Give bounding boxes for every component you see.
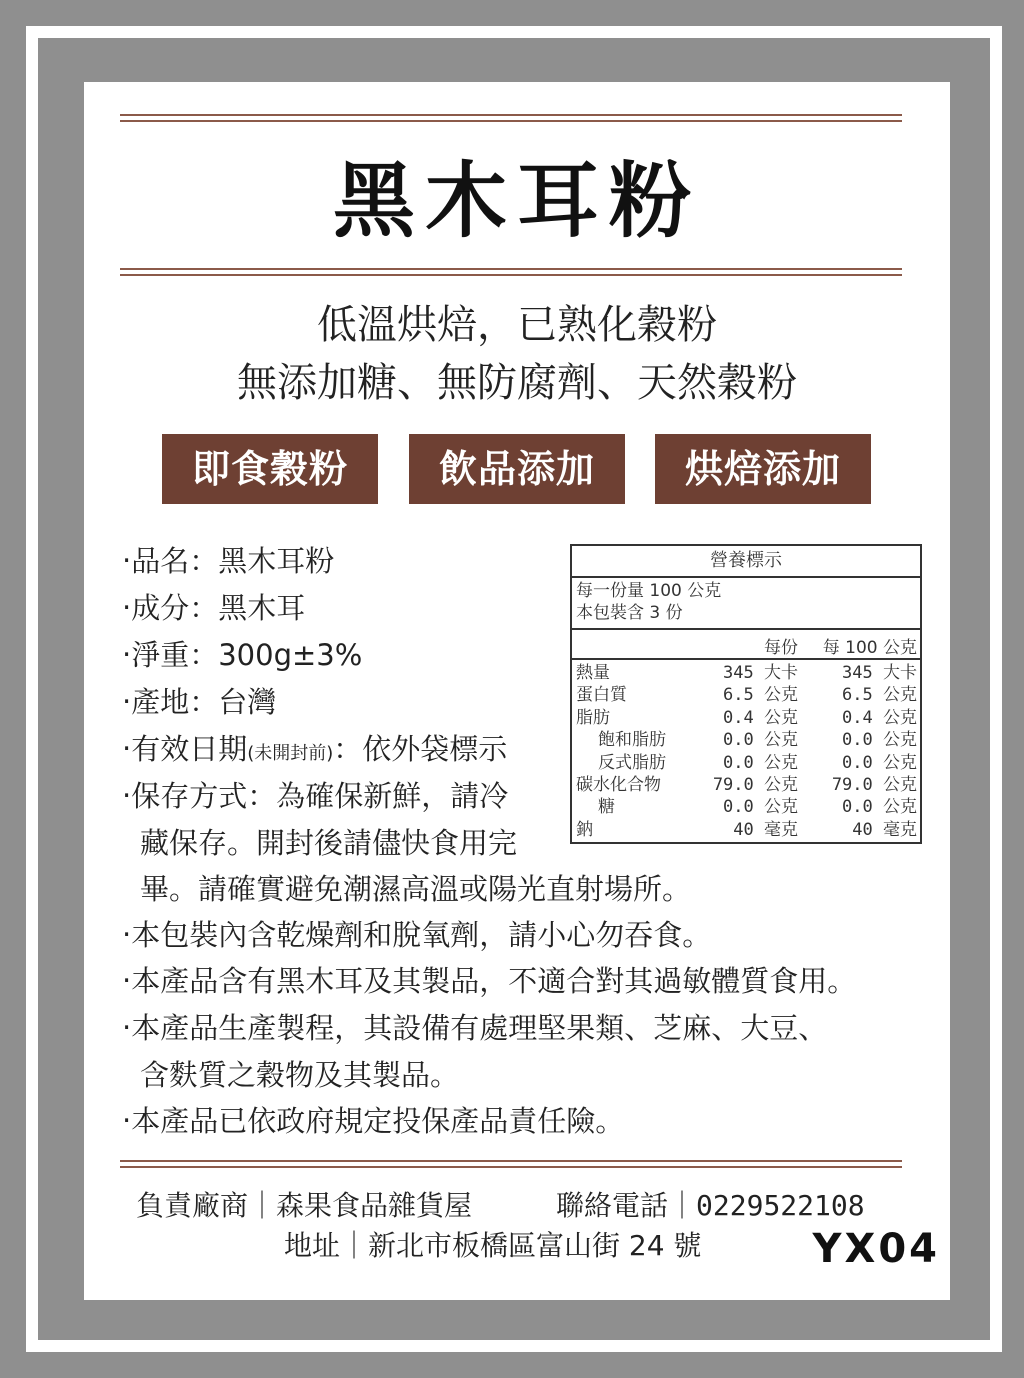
nutrient-per-100g: 0.0 公克 [842,797,917,818]
nutrition-header: 營養標示 [572,546,920,578]
product-code: YX04 [812,1226,940,1272]
nutrient-name: 蛋白質 [576,685,627,706]
nutrient-per-100g: 6.5 公克 [842,685,917,706]
bottom-rule [120,1160,902,1168]
nutrient-per-serving: 6.5 公克 [723,685,798,706]
nutrient-per-100g: 0.4 公克 [842,707,917,728]
nutrient-per-100g: 0.0 公克 [842,730,917,751]
info-allergen: ‧本產品含有黑木耳及其製品，不適合對其過敏體質食用。 [122,964,857,998]
nutrition-row [572,729,920,751]
nutrition-row [572,752,920,774]
info-ingredient: ‧成分：黑木耳 [122,591,306,625]
nutrient-per-100g: 345 大卡 [842,663,917,683]
nutrient-name: 脂肪 [576,707,610,728]
nutrient-name: 糖 [598,797,615,818]
info-facility-line1: ‧本產品生產製程，其設備有處理堅果類、芝麻、大豆、 [122,1011,828,1045]
nutrient-per-serving: 0.0 公克 [723,730,798,751]
phone-line [556,1186,865,1226]
nutrient-name: 碳水化合物 [576,774,661,795]
nutrition-table [570,544,922,844]
expiry-note: (未開封前) [247,743,334,764]
top-rule [120,114,902,122]
nutrient-name: 鈉 [576,819,593,840]
nutrient-per-serving: 0.0 公克 [723,752,798,773]
nutrition-row [572,684,920,706]
nutrient-per-100g: 40 毫克 [852,819,917,840]
servings-per-pack: 本包裝含 3 份 [576,603,683,623]
info-expiry [122,726,507,777]
info-facility-line2: 含麩質之穀物及其製品。 [140,1058,460,1092]
tagline-2: 無添加糖、無防腐劑、天然穀粉 [237,360,797,406]
nutrition-rows [572,660,920,841]
nutrition-column-headers [572,630,920,660]
col-per-100g: 每 100 公克 [822,638,917,658]
product-title: 黑木耳粉 [332,154,701,249]
label-card [84,82,950,1300]
info-insurance: ‧本產品已依政府規定投保產品責任險。 [122,1104,625,1138]
manufacturer: 負責廠商｜森果食品雜貨屋 [136,1189,473,1222]
title-rule [120,268,902,276]
phone-number: 0229522108 [696,1189,865,1222]
serving-size: 每一份量 100 公克 [576,581,722,601]
info-weight: ‧淨重：300g±3% [122,638,363,672]
nutrient-per-100g: 0.0 公克 [842,752,917,773]
nutrient-per-serving: 345 大卡 [723,663,798,683]
tag-ready-to-eat: 即食穀粉 [162,434,378,504]
nutrient-per-serving: 0.0 公克 [723,797,798,818]
info-storage-line1: ‧保存方式：為確保新鮮，請冷 [122,779,509,813]
nutrient-name: 熱量 [576,663,610,683]
info-origin: ‧產地：台灣 [122,685,277,719]
info-name: ‧品名：黑木耳粉 [122,544,335,578]
nutrition-serving [572,578,920,630]
expiry-label: ‧有效日期 [122,732,248,766]
info-storage-line3: 畢。請確實避免潮濕高溫或陽光直射場所。 [140,872,692,906]
col-per-serving: 每份 [764,638,798,658]
tag-baking-additive: 烘焙添加 [655,434,871,504]
nutrition-row [572,819,920,841]
nutrition-row [572,662,920,684]
phone-label: 聯絡電話｜ [556,1189,697,1222]
nutrient-name: 反式脂肪 [598,752,666,773]
tag-drink-additive: 飲品添加 [409,434,625,504]
nutrient-name: 飽和脂肪 [598,730,666,751]
nutrient-per-serving: 0.4 公克 [723,707,798,728]
expiry-value: ：依外袋標示 [333,732,508,766]
nutrient-per-serving: 79.0 公克 [712,774,798,795]
nutrition-row [572,774,920,796]
nutrition-row [572,796,920,818]
nutrient-per-serving: 40 毫克 [733,819,798,840]
nutrient-per-100g: 79.0 公克 [831,774,917,795]
tagline-1: 低溫烘焙，已熟化穀粉 [317,302,717,348]
address: 地址｜新北市板橋區富山街 24 號 [284,1229,702,1262]
info-storage-line2: 藏保存。開封後請儘快食用完 [140,826,518,860]
nutrition-row [572,707,920,729]
info-desiccant: ‧本包裝內含乾燥劑和脫氧劑，請小心勿吞食。 [122,918,712,952]
